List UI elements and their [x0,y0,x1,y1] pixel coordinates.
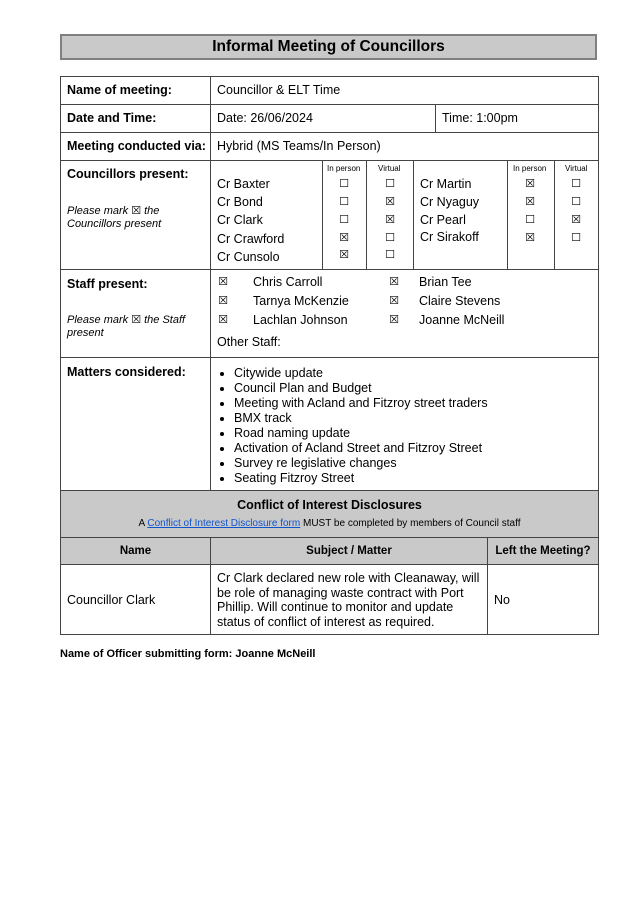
councillor-name: Cr Baxter [217,177,270,191]
conflict-note-suffix: MUST be completed by members of Council staff [300,518,521,529]
staff-name: Chris Carroll [253,275,323,289]
conducted-via-label: Meeting conducted via: [67,139,206,153]
date-value: Date: 26/06/2024 [217,111,313,125]
matters-considered-label: Matters considered: [67,365,186,379]
councillor-virtual-checkbox[interactable]: ☒ [571,213,581,226]
staff-name: Claire Stevens [419,294,501,308]
list-item: • Survey re legislative changes [234,456,488,471]
conducted-via-value: Hybrid (MS Teams/In Person) [217,139,381,153]
conflict-heading: Conflict of Interest Disclosures [237,498,422,512]
councillor-name: Cr Crawford [217,232,285,246]
staff-name: Brian Tee [419,275,472,289]
meeting-name-value: Councillor & ELT Time [217,83,341,97]
conflict-row-name: Councillor Clark [67,593,156,607]
councillor-virtual-checkbox[interactable]: ☐ [385,248,395,261]
list-item: • Council Plan and Budget [234,381,488,396]
col-in-person-left: In person [327,164,361,173]
date-time-label: Date and Time: [67,111,157,125]
column-header-left-meeting: Left the Meeting? [495,545,591,557]
form-title: Informal Meeting of Councillors [60,34,597,60]
list-item: • Road naming update [234,426,488,441]
other-staff-label: Other Staff: [217,335,281,349]
councillor-virtual-checkbox[interactable]: ☐ [571,231,581,244]
councillor-name: Cr Pearl [420,213,466,227]
list-item: • BMX track [234,411,488,426]
councillor-virtual-checkbox[interactable]: ☐ [385,231,395,244]
submitting-officer: Name of Officer submitting form: Joanne McNeill [60,648,316,660]
conflict-note-prefix: A [138,518,148,529]
staff-checkbox[interactable]: ☒ [389,294,399,307]
staff-checkbox[interactable]: ☒ [218,294,228,307]
councillor-in-person-checkbox[interactable]: ☐ [339,213,349,226]
councillor-in-person-checkbox[interactable]: ☐ [339,177,349,190]
councillor-virtual-checkbox[interactable]: ☒ [385,213,395,226]
list-item: • Meeting with Acland and Fitzroy street traders [234,396,488,411]
councillors-present-label: Councillors present: [67,167,189,181]
councillor-name: Cr Clark [217,213,263,227]
councillor-in-person-checkbox[interactable]: ☒ [525,177,535,190]
staff-name: Tarnya McKenzie [253,294,349,308]
councillor-name: Cr Sirakoff [420,230,479,244]
councillor-virtual-checkbox[interactable]: ☐ [571,195,581,208]
time-value: Time: 1:00pm [442,111,518,125]
column-header-name: Name [119,545,152,557]
col-virtual-left: Virtual [378,164,401,173]
councillor-in-person-checkbox[interactable]: ☒ [339,231,349,244]
councillor-in-person-checkbox[interactable]: ☒ [525,195,535,208]
councillors-instruction: Please mark ☒ the Councillors present [67,205,162,230]
staff-instruction: Please mark ☒ the Staff present [67,314,186,339]
list-item: • Citywide update [234,366,488,381]
matters-list [216,366,488,486]
councillor-virtual-checkbox[interactable]: ☐ [571,177,581,190]
staff-checkbox[interactable]: ☒ [389,313,399,326]
conflict-form-link[interactable]: Conflict of Interest Disclosure form [147,518,301,529]
councillor-name: Cr Nyaguy [420,195,480,209]
councillor-in-person-checkbox[interactable]: ☐ [339,195,349,208]
staff-checkbox[interactable]: ☒ [389,275,399,288]
staff-checkbox[interactable]: ☒ [218,275,228,288]
councillor-name: Cr Cunsolo [217,250,280,264]
councillor-in-person-checkbox[interactable]: ☒ [525,231,535,244]
staff-name: Lachlan Johnson [253,313,348,327]
councillor-in-person-checkbox[interactable]: ☐ [525,213,535,226]
councillor-in-person-checkbox[interactable]: ☒ [339,248,349,261]
column-header-subject: Subject / Matter [306,545,392,557]
col-virtual-right: Virtual [565,164,588,173]
conflict-note [61,518,598,530]
councillor-virtual-checkbox[interactable]: ☒ [385,195,395,208]
list-item: • Seating Fitzroy Street [234,471,488,486]
conflict-row-subject: Cr Clark declared new role with Cleanaway, will be role of managing waste contract with Port Phillip. Will continue to monitor and update status of conflict of interest as required. [217,571,480,629]
councillor-virtual-checkbox[interactable]: ☐ [385,177,395,190]
staff-present-label: Staff present: [67,277,148,291]
councillor-name: Cr Martin [420,177,472,191]
councillor-name: Cr Bond [217,195,263,209]
conflict-row-left-meeting: No [494,593,510,607]
meeting-name-label: Name of meeting: [67,83,172,97]
col-in-person-right: In person [513,164,547,173]
list-item: • Activation of Acland Street and Fitzroy Street [234,441,488,456]
staff-name: Joanne McNeill [419,313,505,327]
staff-checkbox[interactable]: ☒ [218,313,228,326]
